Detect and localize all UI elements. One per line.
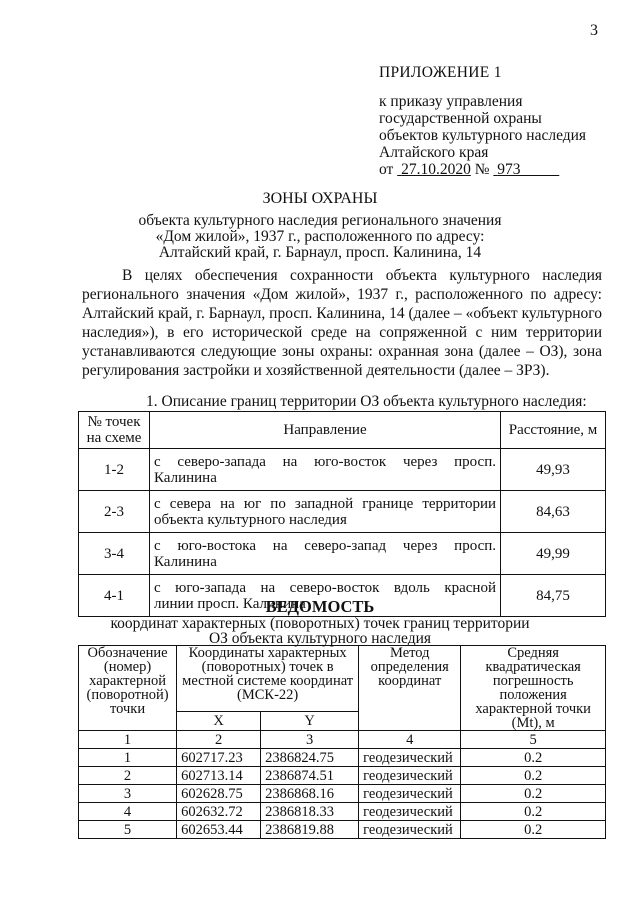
order-number (493, 161, 559, 178)
header-distance: Расстояние, м (501, 412, 606, 449)
coord-y: 2386819.88 (261, 821, 359, 839)
column-number: 4 (359, 731, 461, 749)
header-x: X (177, 712, 261, 731)
coord-y: 2386818.33 (261, 803, 359, 821)
error-value: 0.2 (461, 821, 606, 839)
error-value: 0.2 (461, 767, 606, 785)
coord-x: 602653.44 (177, 821, 261, 839)
zones-subtitle-line: объекта культурного наследия регионального значения (138, 212, 502, 229)
direction-line: с юго-запада на северо-восток вдоль красной (154, 579, 496, 596)
section-1-title: 1. Описание границ территории ОЗ объекта культурного наследия: (146, 393, 587, 410)
direction-line: Калинина (154, 553, 217, 570)
coord-x: 602632.72 (177, 803, 261, 821)
table-header-row (79, 412, 606, 449)
direction-line: линии просп. Калинина (154, 595, 306, 612)
appendix-header (379, 64, 586, 178)
date-prefix: от (379, 161, 394, 178)
row-points: 2-3 (79, 491, 150, 533)
table-row (79, 803, 606, 821)
coord-x: 602717.23 (177, 749, 261, 767)
direction-line: объекта культурного наследия (154, 511, 347, 528)
zones-title: ЗОНЫ ОХРАНЫ (262, 190, 378, 207)
table-row (79, 767, 606, 785)
number-sign: № (474, 161, 490, 178)
appendix-line: государственной охраны (379, 110, 542, 127)
zones-subtitle-line: «Дом жилой», 1937 г., расположенного по адресу: (155, 228, 485, 245)
direction-line: с северо-запада на юго-восток через просп. (154, 453, 496, 470)
direction-line: Калинина (154, 469, 217, 486)
column-number: 1 (79, 731, 177, 749)
coord-y: 2386868.16 (261, 785, 359, 803)
zones-heading (0, 191, 640, 261)
appendix-date-line (379, 161, 586, 178)
method: геодезический (359, 821, 461, 839)
coordinates-table (78, 645, 606, 839)
header-error: Средняя квадратическая погрешность положения характерной точки (Mt), м (461, 646, 606, 731)
header-method: Метод определения координат (359, 646, 461, 731)
header-direction: Направление (150, 412, 501, 449)
row-points: 3-4 (79, 533, 150, 575)
order-date-value: 27.10.2020 (401, 161, 471, 178)
header-y: Y (261, 712, 359, 731)
error-value: 0.2 (461, 749, 606, 767)
vedomost-line: ОЗ объекта культурного наследия (208, 630, 432, 647)
header-designation: Обозначение (номер) характерной (поворотной) точки (79, 646, 177, 731)
column-number: 3 (261, 731, 359, 749)
boundary-table (78, 411, 606, 617)
direction-line: с севера на юг по западной границе территории (154, 495, 496, 512)
row-distance: 49,99 (501, 533, 606, 575)
row-points: 1-2 (79, 449, 150, 491)
column-number: 5 (461, 731, 606, 749)
appendix-line: Алтайского края (379, 144, 489, 161)
method: геодезический (359, 803, 461, 821)
table-row (79, 821, 606, 839)
point-number: 1 (79, 749, 177, 767)
row-direction (150, 449, 501, 491)
row-direction (150, 491, 501, 533)
error-value: 0.2 (461, 803, 606, 821)
coord-y: 2386824.75 (261, 749, 359, 767)
vedomost-heading (0, 599, 640, 646)
intro-paragraph: В целях обеспечения сохранности объекта культурного наследия регионального значения «Дом жилой», 1937 г., расположенного по адресу: Алтайский край, г. Барнаул, просп. Калинина, 14 (далее – «объект культурного наследия»), в его исторической среде на сопряженной с ним территории устанавливаются следующие зоны охраны: охранная зона (далее – ОЗ), зона регулирования застройки и хозяйственной деятельности (далее – ЗРЗ). (82, 267, 602, 379)
table-row (79, 491, 606, 533)
table-header-row (79, 646, 606, 712)
zones-subtitle-line: Алтайский край, г. Барнаул, просп. Калинина, 14 (158, 244, 482, 261)
point-number: 5 (79, 821, 177, 839)
appendix-title: ПРИЛОЖЕНИЕ 1 (379, 64, 502, 81)
method: геодезический (359, 767, 461, 785)
table-row (79, 785, 606, 803)
point-number: 2 (79, 767, 177, 785)
table-row (79, 533, 606, 575)
header-coordinates: Координаты характерных (поворотных) точек в местной системе координат (МСК-22) (177, 646, 359, 712)
error-value: 0.2 (461, 785, 606, 803)
order-date (397, 161, 471, 178)
point-number: 3 (79, 785, 177, 803)
row-points: 4-1 (79, 575, 150, 617)
header-points: № точек на схеме (79, 412, 150, 449)
vedomost-title: ВЕДОМОСТЬ (265, 597, 375, 616)
coord-x: 602628.75 (177, 785, 261, 803)
coord-x: 602713.14 (177, 767, 261, 785)
table-row (79, 449, 606, 491)
point-number: 4 (79, 803, 177, 821)
row-distance: 49,93 (501, 449, 606, 491)
appendix-line: объектов культурного наследия (379, 127, 587, 144)
coord-y: 2386874.51 (261, 767, 359, 785)
row-distance: 84,63 (501, 491, 606, 533)
row-distance: 84,75 (501, 575, 606, 617)
direction-line: с юго-востока на северо-запад через просп. (154, 537, 496, 554)
vedomost-line: координат характерных (поворотных) точек границ территории (110, 615, 530, 632)
appendix-line: к приказу управления (379, 93, 523, 110)
order-number-value: 973 (497, 161, 521, 178)
table-row (79, 749, 606, 767)
method: геодезический (359, 749, 461, 767)
row-direction (150, 533, 501, 575)
method: геодезический (359, 785, 461, 803)
column-number-row (79, 731, 606, 749)
column-number: 2 (177, 731, 261, 749)
page-number: 3 (590, 22, 598, 39)
